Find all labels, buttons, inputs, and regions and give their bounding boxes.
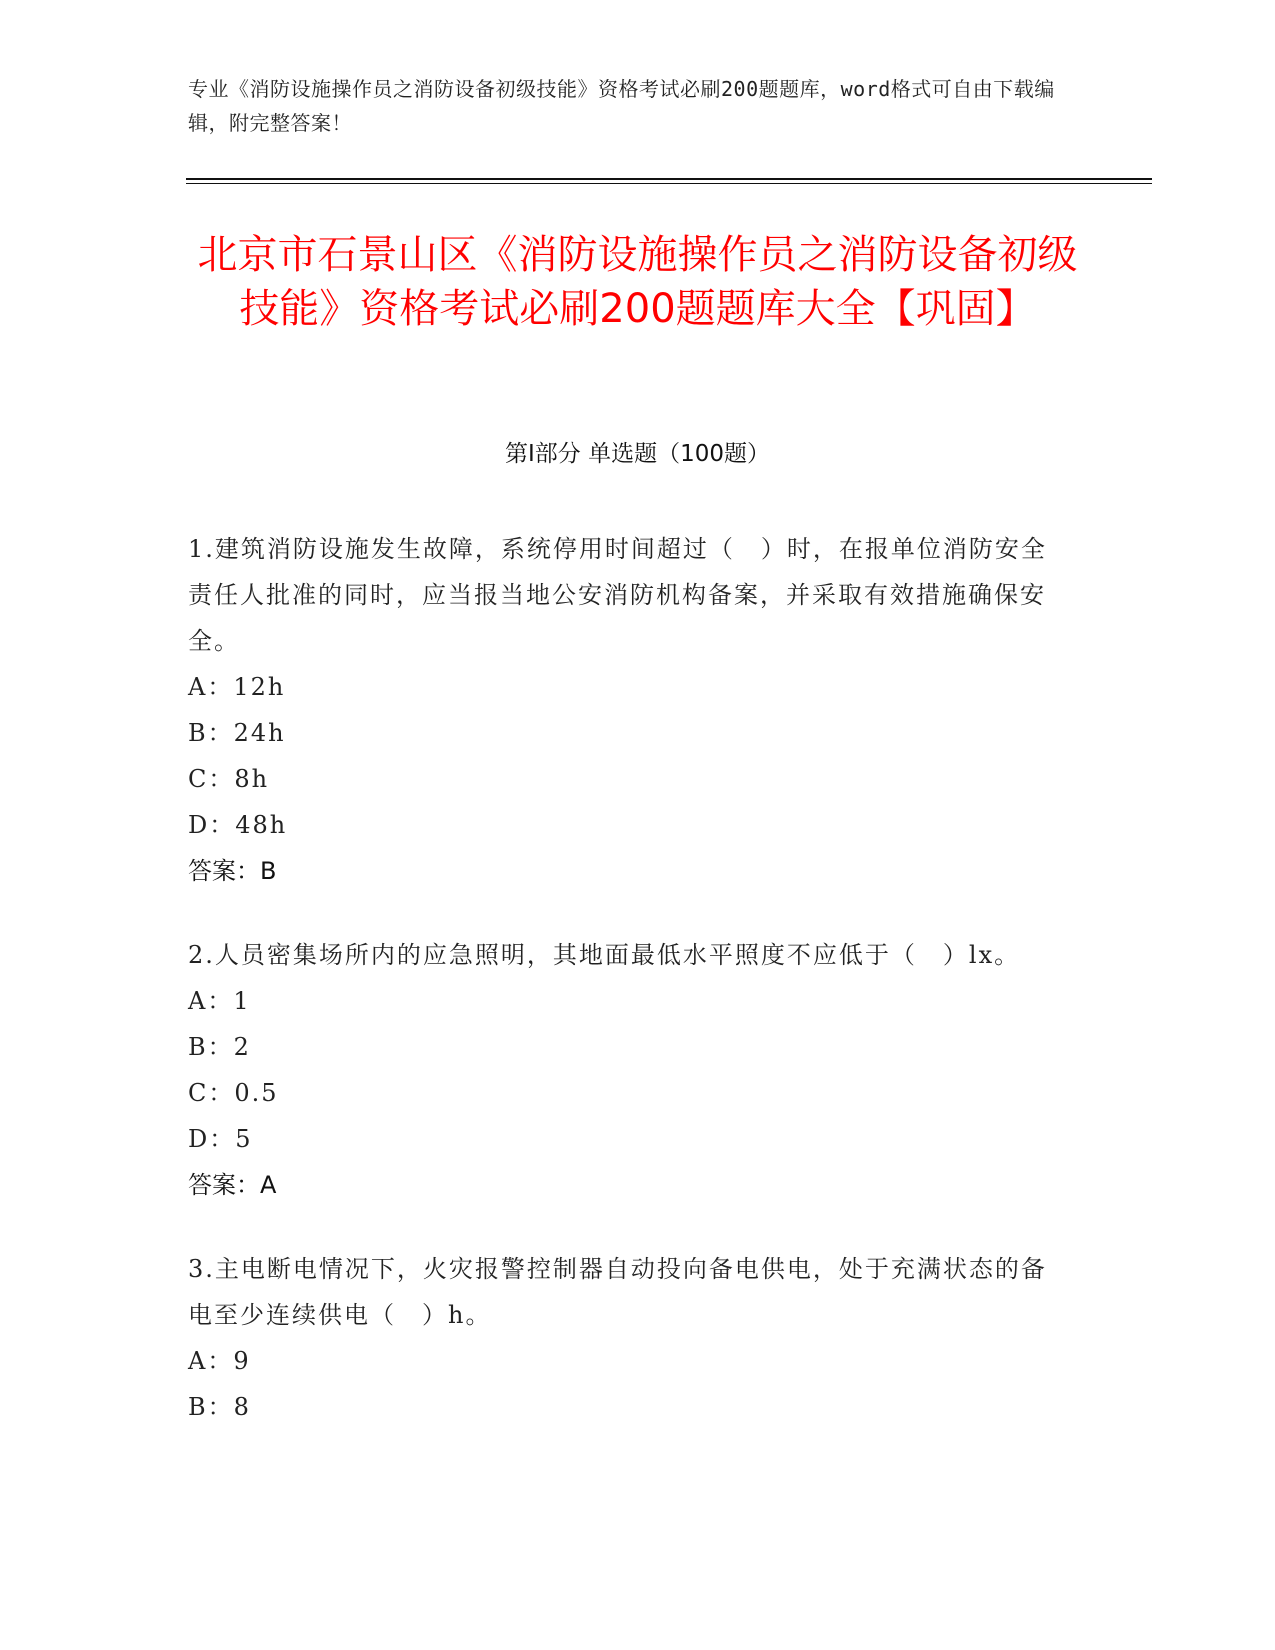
option-b: B：8 xyxy=(188,1393,251,1421)
answer-label: 答案：A xyxy=(188,1171,277,1199)
question-3 xyxy=(188,1246,1068,1430)
question-stem: 2.人员密集场所内的应急照明，其地面最低水平照度不应低于（ ）lx。 xyxy=(188,941,1021,969)
header-divider-thick xyxy=(186,178,1152,180)
option-b: B：2 xyxy=(188,1033,251,1061)
option-d: D：48h xyxy=(188,811,288,839)
option-d: D：5 xyxy=(188,1125,253,1153)
question-stem: 1.建筑消防设施发生故障，系统停用时间超过（ ）时，在报单位消防安全责任人批准的同时，应当报当地公安消防机构备案，并采取有效措施确保安全。 xyxy=(188,535,1047,655)
document-title: 北京市石景山区《消防设施操作员之消防设备初级技能》资格考试必刷200题题库大全【巩固】 xyxy=(197,232,1078,332)
option-a: A：9 xyxy=(188,1347,251,1375)
question-list xyxy=(188,526,1068,1468)
option-a: A：1 xyxy=(188,987,251,1015)
option-b: B：24h xyxy=(188,719,286,747)
answer-label: 答案：B xyxy=(188,857,277,885)
section-heading: 第I部分 单选题（100题） xyxy=(505,441,770,467)
option-c: C：0.5 xyxy=(188,1079,279,1107)
question-1 xyxy=(188,526,1068,894)
question-stem: 3.主电断电情况下，火灾报警控制器自动投向备电供电，处于充满状态的备电至少连续供电（ ）h。 xyxy=(188,1255,1047,1329)
header-note: 专业《消防设施操作员之消防设备初级技能》资格考试必刷200题题库，word格式可自由下载编辑，附完整答案！ xyxy=(188,77,1055,135)
header-divider-thin xyxy=(186,183,1152,184)
option-c: C：8h xyxy=(188,765,270,793)
option-a: A：12h xyxy=(188,673,286,701)
question-2 xyxy=(188,932,1068,1208)
